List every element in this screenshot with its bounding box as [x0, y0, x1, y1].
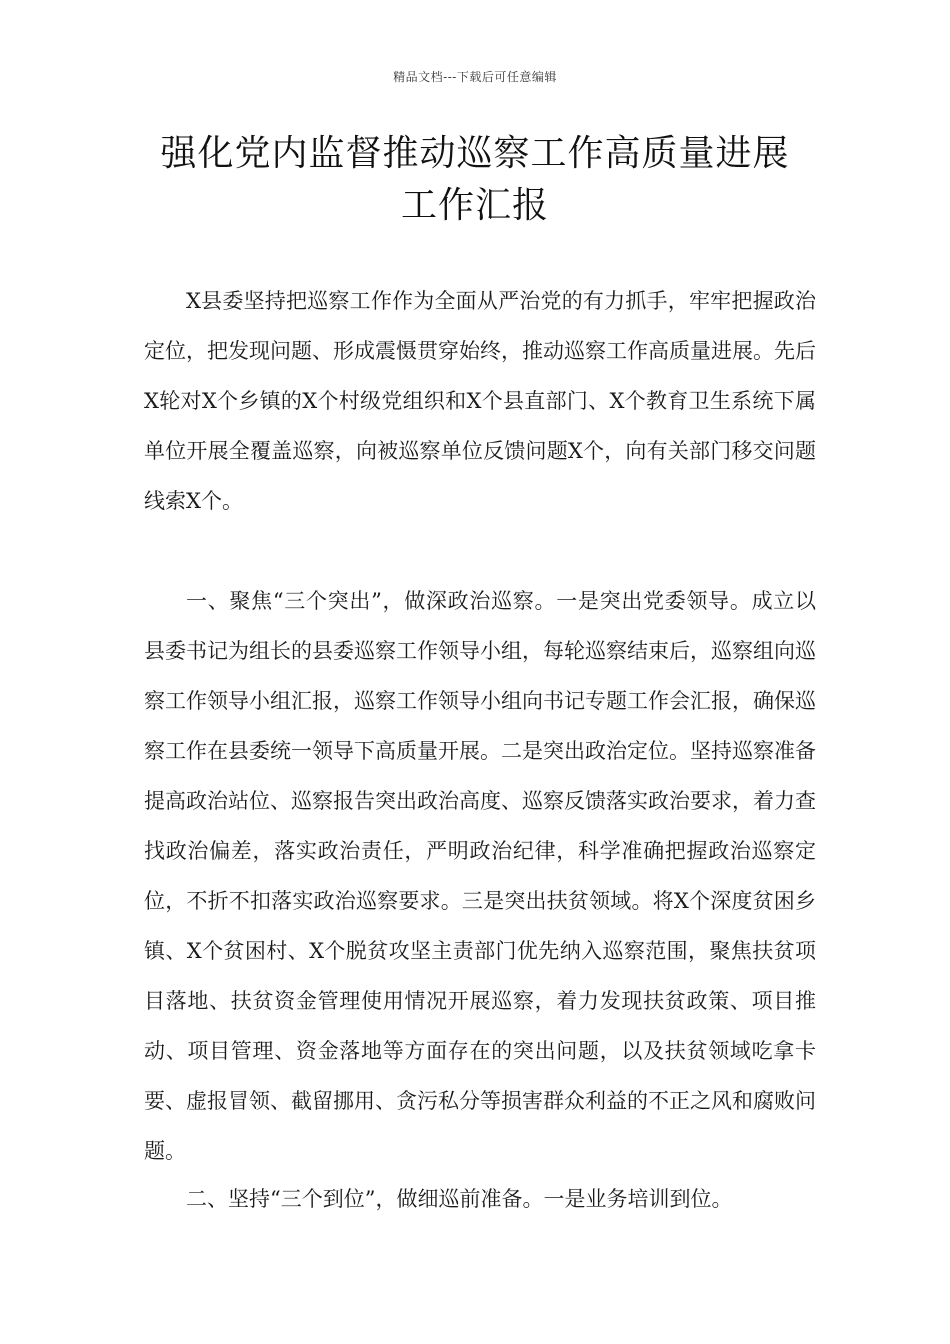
paragraph-section-1: 一、聚焦“三个突出”，做深政治巡察。一是突出党委领导。成立以县委书记为组长的县委巡察工作领导小组，每轮巡察结束后，巡察组向巡察工作领导小组汇报，巡察工作领导小组向书记专题工作会汇报，确保巡察工作在县委统一领导下高质量开展。二是突出政治定位。坚持巡察准备提高政治站位、巡察报告突出政治高度、巡察反馈落实政治要求，着力查找政治偏差，落实政治责任，严明政治纪律，科学准确把握政治巡察定位，不折不扣落实政治巡察要求。三是突出扶贫领域。将X个深度贫困乡镇、X个贫困村、X个脱贫攻坚主责部门优先纳入巡察范围，聚焦扶贫项目落地、扶贫资金管理使用情况开展巡察，着力发现扶贫政策、项目推动、项目管理、资金落地等方面存在的突出问题，以及扶贫领域吃拿卡要、虚报冒领、截留挪用、贪污私分等损害群众利益的不正之风和腐败问题。	[144, 589, 816, 1163]
title-line-2: 工作汇报	[400, 185, 549, 226]
title-line-1: 强化党内监督推动巡察工作高质量进展	[160, 133, 790, 174]
document-title	[80, 128, 870, 232]
paragraph-section-2: 二、坚持“三个到位”，做细巡前准备。一是业务培训到位。	[186, 1187, 733, 1211]
paragraph-intro: X县委坚持把巡察工作作为全面从严治党的有力抓手，牢牢把握政治定位，把发现问题、形成震慑贯穿始终，推动巡察工作高质量进展。先后X轮对X个乡镇的X个村级党组织和X个县直部门、X个教育卫生系统下属单位开展全覆盖巡察，向被巡察单位反馈问题X个，向有关部门移交问题线索X个。	[144, 289, 816, 513]
header-note: 精品文档---下载后可任意编辑	[393, 70, 557, 84]
